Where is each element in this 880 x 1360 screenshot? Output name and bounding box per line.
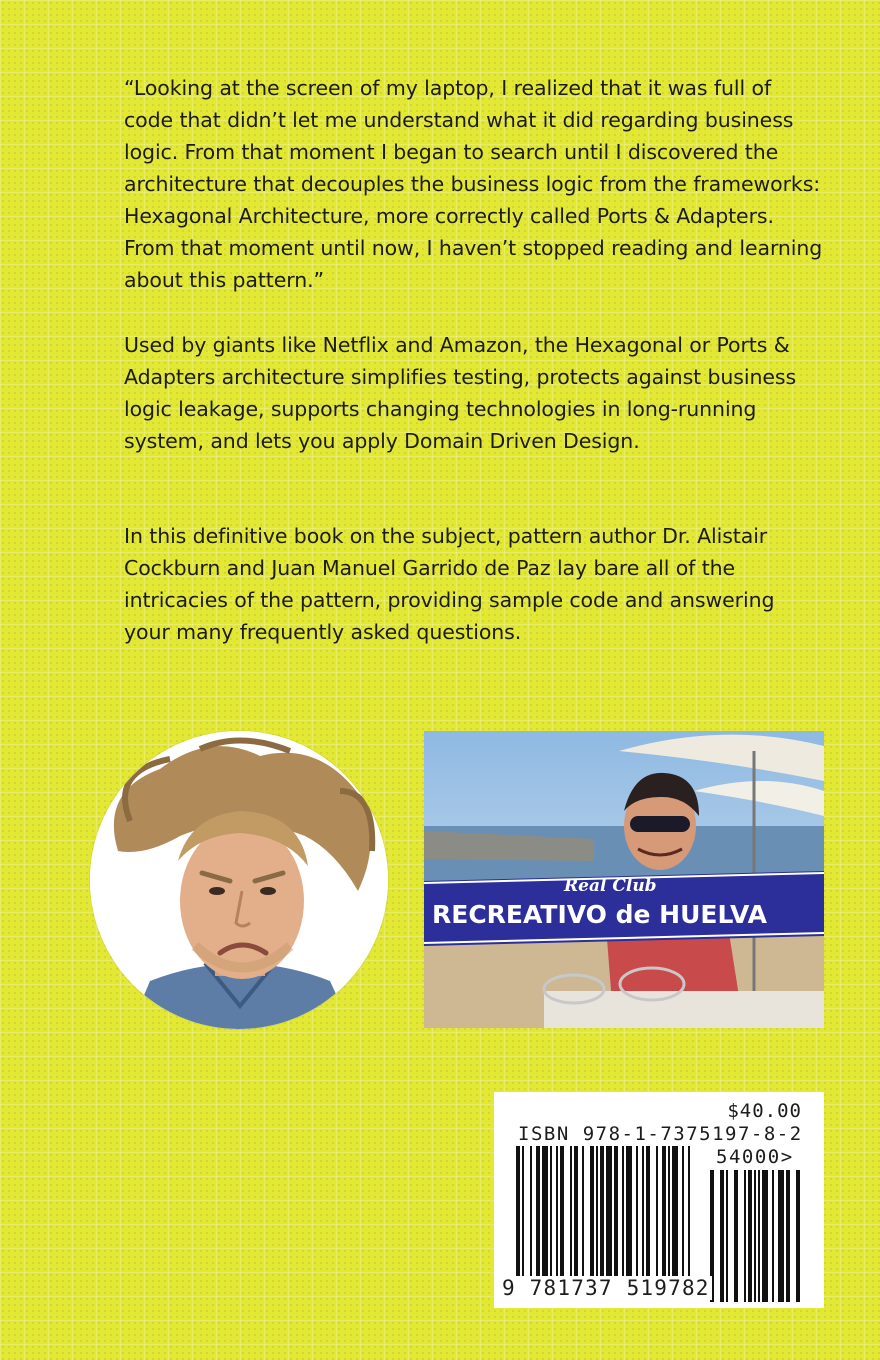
scarf-main-text: RECREATIVO de HUELVA bbox=[432, 900, 767, 929]
barcode-label bbox=[494, 1092, 824, 1308]
quote-paragraph: “Looking at the screen of my laptop, I realized that it was full of code that didn’t let me understand what it did regarding business logic. From that moment I began to search until I discovered the architecture that decouples the business logic from the frameworks: Hexagonal Architecture, more correctly called Ports & Adapters. From that moment until now, I haven’t stopped reading and learning about this pattern.” bbox=[124, 76, 823, 292]
price-code-text: 54000> bbox=[716, 1146, 794, 1168]
isbn-text: ISBN 978-1-7375197-8-2 bbox=[518, 1123, 803, 1145]
author-photo-juan-manuel bbox=[424, 731, 824, 1028]
author-photo-alistair bbox=[90, 731, 388, 1029]
description-paragraph: Used by giants like Netflix and Amazon, the Hexagonal or Ports & Adapters architecture simplifies testing, protects against business logic leakage, supports changing technologies in long-running system, and lets you apply Domain Driven Design. bbox=[124, 333, 797, 453]
book-summary-paragraph: In this definitive book on the subject, pattern author Dr. Alistair Cockburn and Juan Manuel Garrido de Paz lay bare all of the intricacies of the pattern, providing sample code and answering your many frequently asked questions. bbox=[124, 524, 775, 644]
price-text: $40.00 bbox=[727, 1100, 802, 1122]
ean-digits-text: 9 781737 519782 bbox=[502, 1276, 710, 1300]
scarf-top-text: Real Club bbox=[564, 876, 657, 896]
